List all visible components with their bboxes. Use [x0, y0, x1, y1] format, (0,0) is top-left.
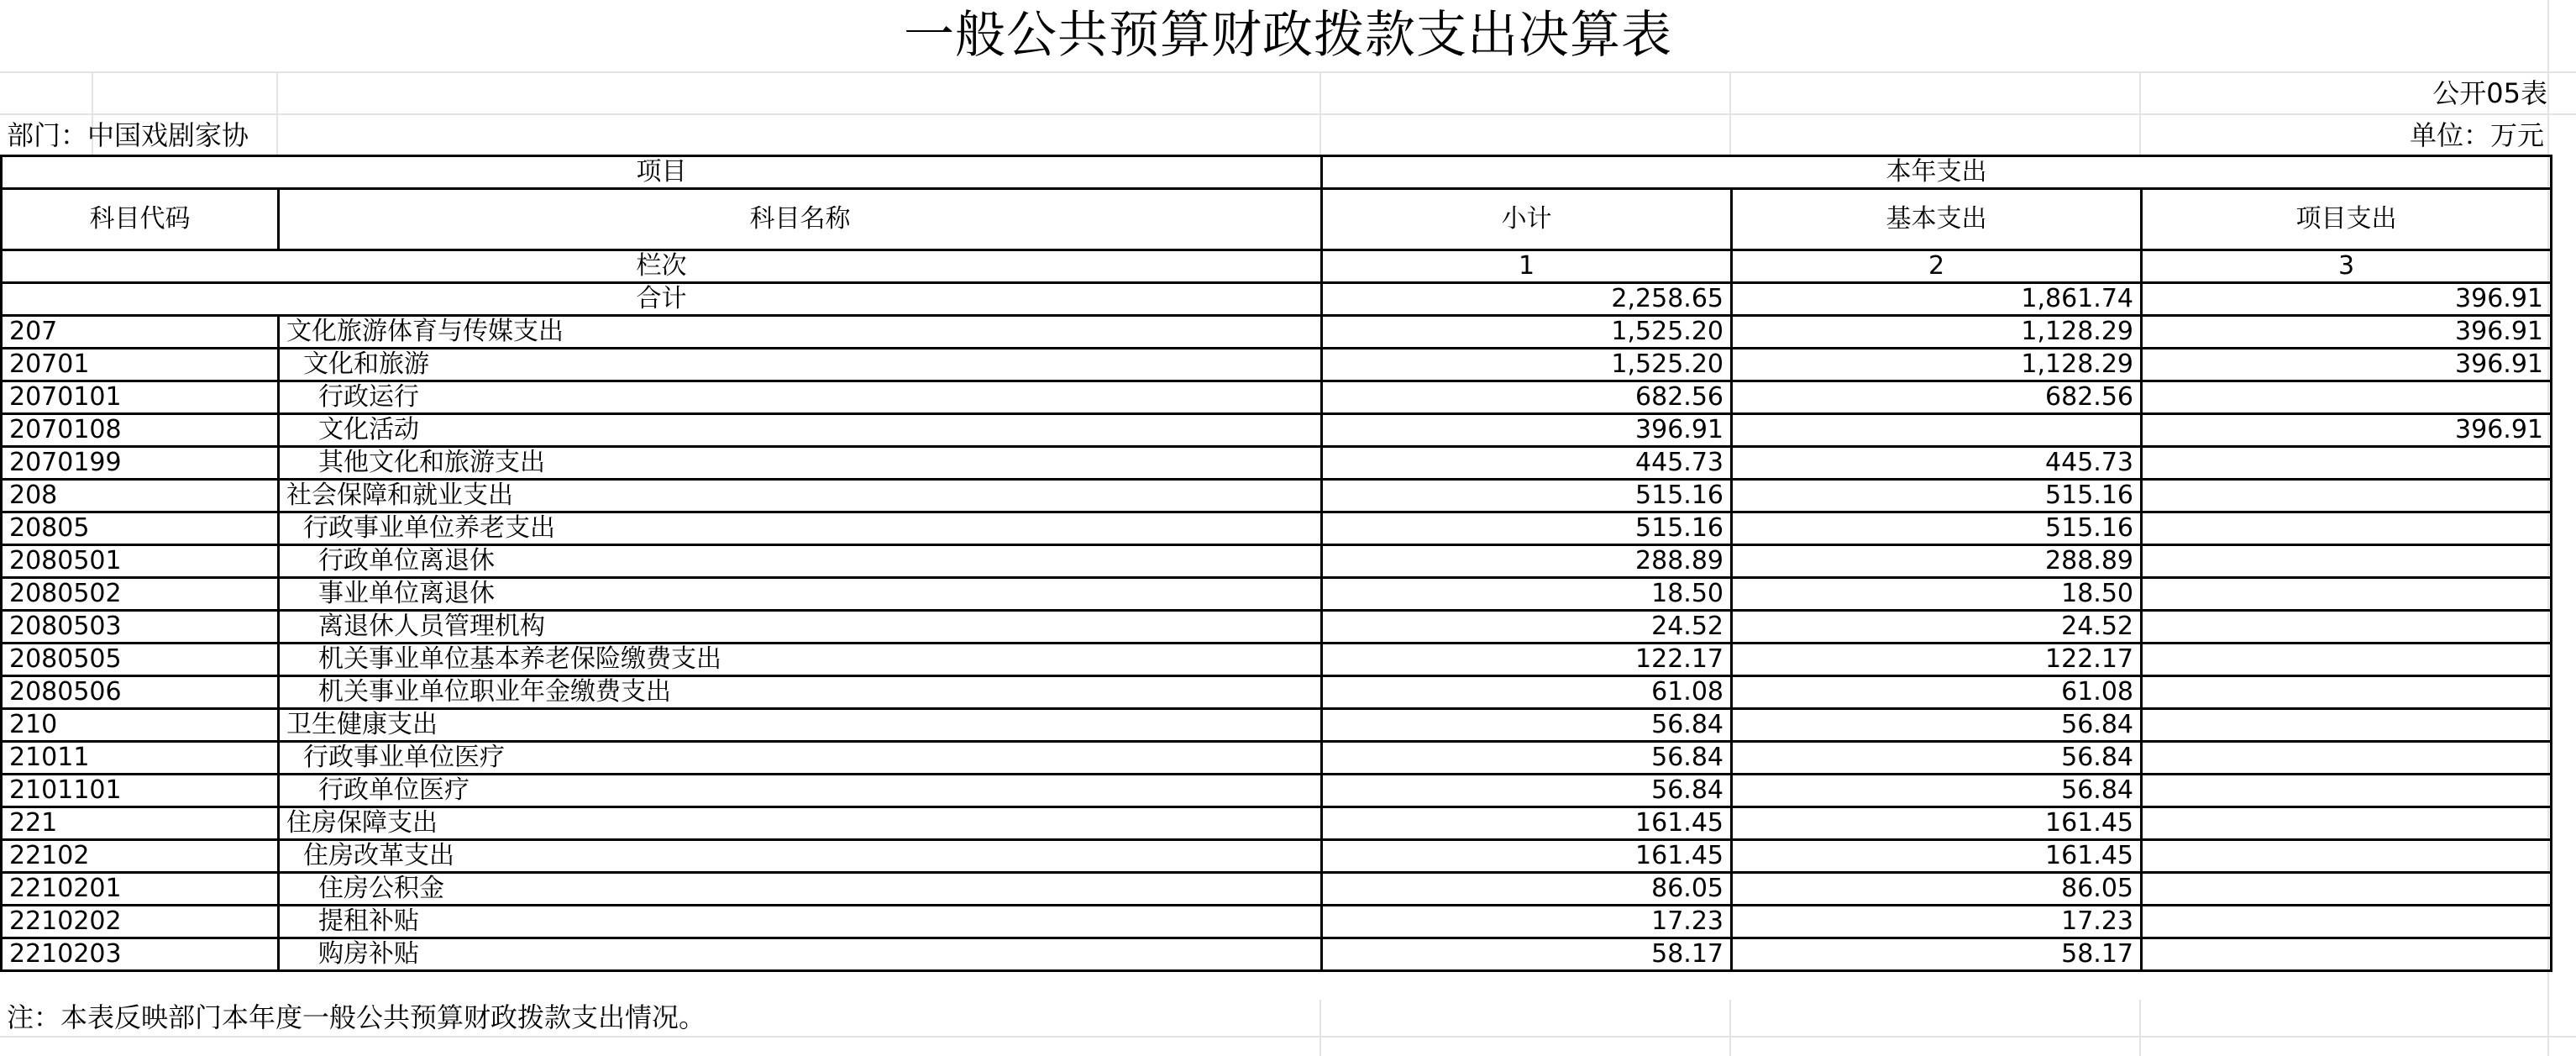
row-basic: 56.84	[1732, 709, 2142, 742]
row-project	[2142, 709, 2552, 742]
row-subtotal: 24.52	[1322, 611, 1732, 644]
row-code: 208	[2, 480, 279, 512]
row-code: 210	[2, 709, 279, 742]
row-basic: 1,128.29	[1732, 349, 2142, 381]
row-subtotal: 56.84	[1322, 709, 1732, 742]
table-row	[2, 644, 2552, 676]
row-subtotal: 445.73	[1322, 447, 1732, 480]
row-project	[2142, 447, 2552, 480]
row-basic: 17.23	[1732, 906, 2142, 938]
unit-label: 单位：万元	[2409, 119, 2544, 151]
header-name: 科目名称	[279, 189, 1322, 250]
total-row	[2, 283, 2552, 316]
row-code: 2210203	[2, 938, 279, 971]
row-name: 机关事业单位基本养老保险缴费支出	[279, 644, 1322, 676]
row-name: 行政单位医疗	[279, 775, 1322, 807]
row-subtotal: 515.16	[1322, 480, 1732, 512]
row-subtotal: 122.17	[1322, 644, 1732, 676]
total-label: 合计	[2, 283, 1322, 316]
table-row	[2, 840, 2552, 873]
row-name: 行政事业单位医疗	[279, 742, 1322, 775]
table-row	[2, 611, 2552, 644]
row-code: 20701	[2, 349, 279, 381]
table-row	[2, 316, 2552, 349]
table-row	[2, 807, 2552, 840]
row-name: 住房保障支出	[279, 807, 1322, 840]
row-project	[2142, 840, 2552, 873]
row-subtotal: 1,525.20	[1322, 316, 1732, 349]
row-name: 文化活动	[279, 414, 1322, 447]
page-title: 一般公共预算财政拨款支出决算表	[904, 6, 1672, 65]
row-name: 行政事业单位养老支出	[279, 512, 1322, 545]
header-project-expenditure: 项目支出	[2142, 189, 2552, 250]
table-row	[2, 906, 2552, 938]
row-code: 2080501	[2, 545, 279, 578]
row-subtotal: 56.84	[1322, 742, 1732, 775]
row-name: 离退休人员管理机构	[279, 611, 1322, 644]
row-code: 2070101	[2, 381, 279, 414]
header-row-1	[2, 156, 2552, 189]
row-code: 207	[2, 316, 279, 349]
row-project	[2142, 578, 2552, 611]
row-subtotal: 58.17	[1322, 938, 1732, 971]
row-basic: 161.45	[1732, 807, 2142, 840]
row-name: 社会保障和就业支出	[279, 480, 1322, 512]
row-code: 2080506	[2, 676, 279, 709]
row-name: 提租补贴	[279, 906, 1322, 938]
table-row	[2, 742, 2552, 775]
table-row	[2, 414, 2552, 447]
row-code: 2080502	[2, 578, 279, 611]
row-basic: 1,128.29	[1732, 316, 2142, 349]
row-subtotal: 288.89	[1322, 545, 1732, 578]
row-code: 2080503	[2, 611, 279, 644]
row-project: 396.91	[2142, 316, 2552, 349]
table-row	[2, 512, 2552, 545]
column-index-label: 栏次	[2, 250, 1322, 283]
row-code: 2080505	[2, 644, 279, 676]
row-code: 2070108	[2, 414, 279, 447]
row-subtotal: 1,525.20	[1322, 349, 1732, 381]
column-index-1: 1	[1322, 250, 1732, 283]
row-basic	[1732, 414, 2142, 447]
row-subtotal: 86.05	[1322, 873, 1732, 906]
header-code: 科目代码	[2, 189, 279, 250]
header-subtotal: 小计	[1322, 189, 1732, 250]
row-subtotal: 17.23	[1322, 906, 1732, 938]
header-row-2	[2, 189, 2552, 250]
row-project	[2142, 742, 2552, 775]
table-row	[2, 545, 2552, 578]
table-row	[2, 676, 2552, 709]
row-name: 行政单位离退休	[279, 545, 1322, 578]
row-code: 2070199	[2, 447, 279, 480]
row-project: 396.91	[2142, 414, 2552, 447]
row-subtotal: 56.84	[1322, 775, 1732, 807]
row-name: 购房补贴	[279, 938, 1322, 971]
row-subtotal: 515.16	[1322, 512, 1732, 545]
row-basic: 161.45	[1732, 840, 2142, 873]
table-row	[2, 709, 2552, 742]
row-code: 2210201	[2, 873, 279, 906]
row-basic: 682.56	[1732, 381, 2142, 414]
total-subtotal: 2,258.65	[1322, 283, 1732, 316]
header-row-index	[2, 250, 2552, 283]
total-basic: 1,861.74	[1732, 283, 2142, 316]
row-code: 20805	[2, 512, 279, 545]
row-basic: 61.08	[1732, 676, 2142, 709]
table-row	[2, 349, 2552, 381]
total-project: 396.91	[2142, 283, 2552, 316]
header-current-year: 本年支出	[1322, 156, 2552, 189]
column-index-3: 3	[2142, 250, 2552, 283]
row-name: 事业单位离退休	[279, 578, 1322, 611]
row-basic: 515.16	[1732, 480, 2142, 512]
row-basic: 86.05	[1732, 873, 2142, 906]
row-project	[2142, 938, 2552, 971]
row-code: 2101101	[2, 775, 279, 807]
table-row	[2, 938, 2552, 971]
row-basic: 58.17	[1732, 938, 2142, 971]
row-name: 机关事业单位职业年金缴费支出	[279, 676, 1322, 709]
department-label: 部门：中国戏剧家协	[7, 119, 249, 151]
row-name: 文化和旅游	[279, 349, 1322, 381]
row-basic: 445.73	[1732, 447, 2142, 480]
header-basic: 基本支出	[1732, 189, 2142, 250]
row-project	[2142, 512, 2552, 545]
row-project: 396.91	[2142, 349, 2552, 381]
row-project	[2142, 644, 2552, 676]
row-project	[2142, 480, 2552, 512]
row-subtotal: 61.08	[1322, 676, 1732, 709]
row-basic: 515.16	[1732, 512, 2142, 545]
row-project	[2142, 545, 2552, 578]
row-subtotal: 18.50	[1322, 578, 1732, 611]
row-name: 其他文化和旅游支出	[279, 447, 1322, 480]
form-number: 公开05表	[2432, 77, 2547, 109]
row-subtotal: 396.91	[1322, 414, 1732, 447]
row-project	[2142, 381, 2552, 414]
row-name: 行政运行	[279, 381, 1322, 414]
row-name: 卫生健康支出	[279, 709, 1322, 742]
row-basic: 288.89	[1732, 545, 2142, 578]
row-project	[2142, 775, 2552, 807]
row-code: 22102	[2, 840, 279, 873]
table-row	[2, 578, 2552, 611]
row-subtotal: 682.56	[1322, 381, 1732, 414]
table-body	[2, 316, 2552, 971]
expenditure-table	[0, 155, 2552, 972]
row-basic: 56.84	[1732, 775, 2142, 807]
row-project	[2142, 906, 2552, 938]
row-subtotal: 161.45	[1322, 840, 1732, 873]
row-code: 2210202	[2, 906, 279, 938]
row-code: 221	[2, 807, 279, 840]
table-row	[2, 480, 2552, 512]
row-basic: 24.52	[1732, 611, 2142, 644]
footnote: 注：本表反映部门本年度一般公共预算财政拨款支出情况。	[7, 1001, 706, 1033]
row-project	[2142, 611, 2552, 644]
header-project: 项目	[2, 156, 1322, 189]
row-project	[2142, 676, 2552, 709]
column-index-2: 2	[1732, 250, 2142, 283]
row-code: 21011	[2, 742, 279, 775]
row-basic: 56.84	[1732, 742, 2142, 775]
row-basic: 122.17	[1732, 644, 2142, 676]
table-row	[2, 381, 2552, 414]
table-row	[2, 447, 2552, 480]
row-name: 住房改革支出	[279, 840, 1322, 873]
row-name: 住房公积金	[279, 873, 1322, 906]
row-project	[2142, 807, 2552, 840]
row-subtotal: 161.45	[1322, 807, 1732, 840]
table-row	[2, 775, 2552, 807]
row-name: 文化旅游体育与传媒支出	[279, 316, 1322, 349]
row-project	[2142, 873, 2552, 906]
table-row	[2, 873, 2552, 906]
row-basic: 18.50	[1732, 578, 2142, 611]
